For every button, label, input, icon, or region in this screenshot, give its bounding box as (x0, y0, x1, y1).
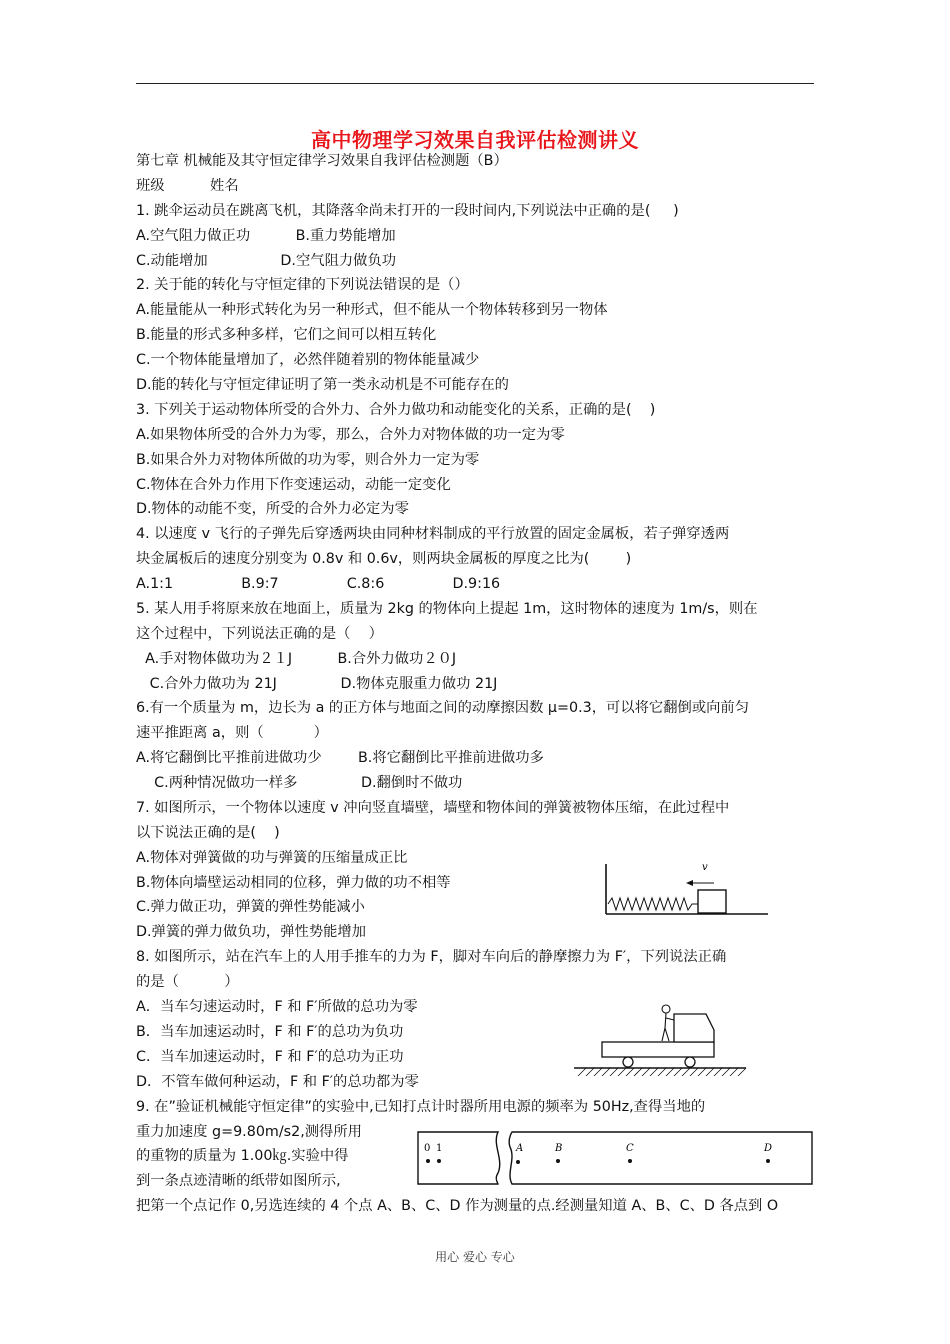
q5-stem-line2: 这个过程中，下列说法正确的是（ ） (136, 626, 383, 642)
q7-stem-line1: 7. 如图所示，一个物体以速度 v 冲向竖直墙壁，墙壁和物体间的弹簧被物体压缩，在此过程中 (136, 800, 730, 816)
chapter-subtitle: 第七章 机械能及其守恒定律学习效果自我评估检测题（B） (136, 153, 508, 169)
q6-stem-line1: 6.有一个质量为 m，边长为 a 的正方体与地面之间的动摩擦因数 μ=0.3，可以将它翻倒或向前匀 (136, 700, 750, 716)
q8-truck-figure (570, 1000, 750, 1082)
page-title: 高中物理学习效果自我评估检测讲义 (311, 128, 639, 152)
q8-option-b: B．当车加速运动时，F 和 F′的总功为负功 (136, 1024, 404, 1040)
q5-options-cd: C.合外力做功为 21J D.物体克服重力做功 21J (136, 676, 498, 692)
q4-options: A.1:1 B.9:7 C.8:6 D.9:16 (136, 576, 501, 592)
q7-velocity-label: v (702, 862, 708, 873)
q8-stem-line1: 8. 如图所示，站在汽车上的人用手推车的力为 F，脚对车向后的静摩擦力为 F′，下列说法正确 (136, 949, 727, 965)
q9-stem-line5: 把第一个点记作 0,另选连续的 4 个点 A、B、C、D 作为测量的点.经测量知道 A、B、C、D 各点到 O (136, 1198, 779, 1214)
q1-options-cd: C.动能增加 D.空气阻力做负功 (136, 253, 397, 269)
q9-stem-line4: 到一条点迹清晰的纸带如图所示, (136, 1173, 341, 1189)
q9-stem-line1: 9. 在”验证机械能守恒定律”的实验中,已知打点计时器所用电源的频率为 50Hz,查得当地的 (136, 1099, 706, 1115)
q7-option-c: C.弹力做正功，弹簧的弹性势能减小 (136, 899, 365, 915)
q9-stem-line3: 的重物的质量为 1.00㎏.实验中得 (136, 1148, 349, 1164)
q9-paper-tape-figure (412, 1129, 818, 1189)
tape-label-d: D (764, 1143, 773, 1154)
q2-option-b: B.能量的形式多种多样，它们之间可以相互转化 (136, 327, 437, 343)
q9-stem-line2: 重力加速度 g=9.80m/s2,测得所用 (136, 1124, 362, 1140)
tape-label-1: 1 (436, 1143, 443, 1154)
q2-option-d: D.能的转化与守恒定律证明了第一类永动机是不可能存在的 (136, 377, 509, 393)
tape-label-0: 0 (424, 1143, 431, 1154)
q6-options-cd: C.两种情况做功一样多 D.翻倒时不做功 (136, 775, 463, 791)
q7-option-a: A.物体对弹簧做的功与弹簧的压缩量成正比 (136, 850, 408, 866)
q6-options-ab: A.将它翻倒比平推前进做功少 B.将它翻倒比平推前进做功多 (136, 750, 544, 766)
page-footer: 用心 爱心 专心 (435, 1250, 515, 1264)
top-rule (136, 83, 814, 84)
q4-stem-line1: 4. 以速度 v 飞行的子弹先后穿透两块由同种材料制成的平行放置的固定金属板，若子弹穿透两 (136, 526, 730, 542)
q2-option-a: A.能量能从一种形式转化为另一种形式，但不能从一个物体转移到另一物体 (136, 302, 608, 318)
q3-option-c: C.物体在合外力作用下作变速运动，动能一定变化 (136, 477, 451, 493)
q6-stem-line2: 速平推距离 a，则（ ） (136, 725, 328, 741)
tape-label-b: B (555, 1143, 563, 1154)
q1-stem: 1. 跳伞运动员在跳离飞机，其降落伞尚未打开的一段时间内,下列说法中正确的是( ) (136, 203, 679, 219)
q2-stem: 2. 关于能的转化与守恒定律的下列说法错误的是（） (136, 277, 469, 293)
q1-options-ab: A.空气阻力做正功 B.重力势能增加 (136, 228, 396, 244)
q8-stem-line2: 的是（ ） (136, 974, 239, 990)
q4-stem-line2: 块金属板后的速度分别变为 0.8v 和 0.6v，则两块金属板的厚度之比为( ) (136, 551, 632, 567)
q5-options-ab: A.手对物体做功为２１J B.合外力做功２０J (136, 651, 457, 667)
class-name-line: 班级 姓名 (136, 178, 239, 194)
tape-label-a: A (516, 1143, 524, 1154)
q7-spring-figure (600, 856, 770, 918)
q3-option-d: D.物体的动能不变，所受的合外力必定为零 (136, 501, 409, 517)
q7-stem-line2: 以下说法正确的是( ) (136, 825, 280, 841)
q3-option-a: A.如果物体所受的合外力为零，那么，合外力对物体做的功一定为零 (136, 427, 565, 443)
q8-option-d: D．不管车做何种运动，F 和 F′的总功都为零 (136, 1074, 419, 1090)
q7-option-d: D.弹簧的弹力做负功，弹性势能增加 (136, 924, 367, 940)
q2-option-c: C.一个物体能量增加了，必然伴随着别的物体能量减少 (136, 352, 480, 368)
q7-option-b: B.物体向墙壁运动相同的位移，弹力做的功不相等 (136, 875, 451, 891)
q8-option-a: A．当车匀速运动时，F 和 F′所做的总功为零 (136, 999, 418, 1015)
tape-label-c: C (626, 1143, 634, 1154)
q3-stem: 3. 下列关于运动物体所受的合外力、合外力做功和动能变化的关系，正确的是( ) (136, 402, 656, 418)
q3-option-b: B.如果合外力对物体所做的功为零，则合外力一定为零 (136, 452, 480, 468)
q8-option-c: C．当车加速运动时，F 和 F′的总功为正功 (136, 1049, 404, 1065)
q5-stem-line1: 5. 某人用手将原来放在地面上，质量为 2kg 的物体向上提起 1m，这时物体的速度为 1m/s，则在 (136, 601, 758, 617)
